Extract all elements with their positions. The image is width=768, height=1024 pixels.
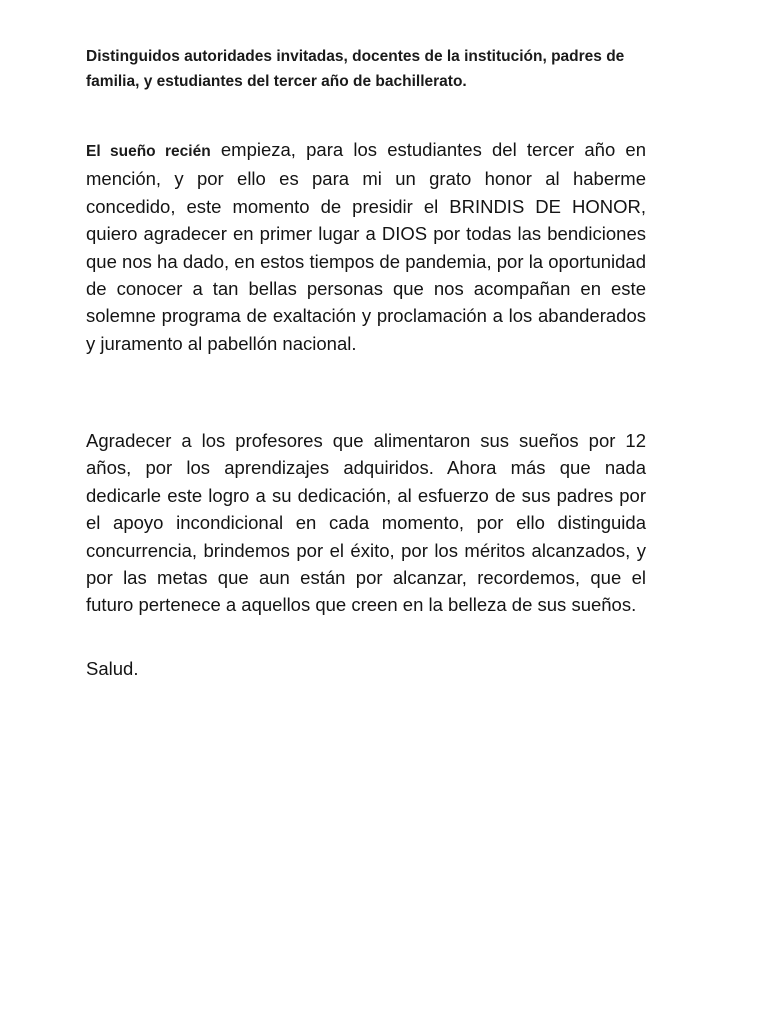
paragraph-1 [86, 136, 646, 357]
paragraph-1-lead-in: El sueño recién [86, 143, 211, 160]
paragraph-2: Agradecer a los profesores que alimentaron sus sueños por 12 años, por los aprendizajes adquiridos. Ahora más que nada dedicarle este logro a su dedicación, al esfuerzo de sus padres por el apoyo incondicional en cada momento, por ello distinguida concurrencia, brindemos por el éxito, por los méritos alcanzados, y por las metas que aun están por alcanzar, recordemos, que el futuro pertenece a aquellos que creen en la belleza de sus sueños. [86, 430, 646, 616]
closing-line: Salud. [86, 658, 139, 679]
salutation: Distinguidos autoridades invitadas, docentes de la institución, padres de familia, y estudiantes del tercer año de bachillerato. [86, 48, 625, 90]
paragraph-1-text: empieza, para los estudiantes del tercer año en mención, y por ello es para mi un grato honor al haberme concedido, este momento de presidir el BRINDIS DE HONOR, quiero agradecer en primer lugar a DIOS por todas las bendiciones que nos ha dado, en estos tiempos de pandemia, por la oportunidad de conocer a tan bellas personas que nos acompañan en este solemne programa de exaltación y proclamación a los abanderados y juramento al pabellón nacional. [86, 139, 647, 354]
